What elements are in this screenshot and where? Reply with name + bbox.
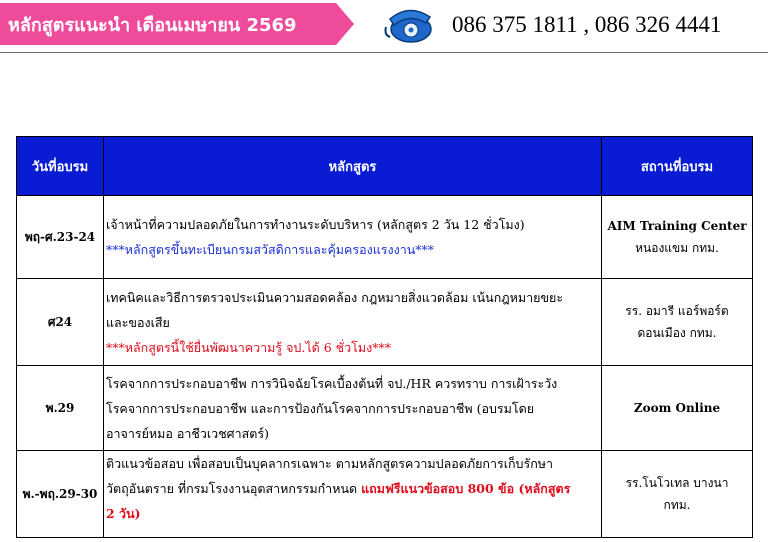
phone-numbers: 086 375 1811 , 086 326 4441 xyxy=(452,12,722,37)
course-title-cont xyxy=(106,476,601,501)
course-date: พฤ-ศ.23-24 xyxy=(17,196,104,279)
venue-location: ดอนเมือง กทม. xyxy=(637,326,717,340)
course-title-plain: วัตถุอันตราย ที่กรมโรงงานอุตสาหกรรมกำหนด xyxy=(106,481,362,496)
course-schedule-table xyxy=(16,136,753,538)
course-title: ติวแนวข้อสอบ เพื่อสอบเป็นบุคลากรเฉพาะ ตามหลักสูตรความปลอดภัยการเก็บรักษา xyxy=(106,456,554,471)
course-description xyxy=(104,279,602,366)
course-title-cont: และของเสีย xyxy=(106,314,170,330)
title-banner-arrow xyxy=(336,3,354,45)
header-divider-top xyxy=(0,52,768,53)
course-title: โรคจากการประกอบอาชีพ การวินิจฉัยโรคเบื้องต้นที่ จป./HR ควรทราบ การเฝ้าระวัง xyxy=(106,375,558,391)
course-venue xyxy=(602,366,753,451)
course-title: เทคนิคและวิธีการตรวจประเมินความสอดคล้อง กฎหมายสิ่งแวดล้อม เน้นกฎหมายขยะ xyxy=(106,289,564,305)
course-bonus-note-cont: 2 วัน) xyxy=(106,506,141,521)
course-description xyxy=(104,196,602,279)
course-title-cont: อาจารย์หมอ อาชีวเวชศาสตร์) xyxy=(106,425,269,441)
table-row xyxy=(17,451,753,538)
course-venue xyxy=(602,279,753,366)
course-description xyxy=(104,366,602,451)
table-header-row xyxy=(17,137,753,196)
course-bonus-note: แถมฟรีแนวข้อสอบ 800 ข้อ (หลักสูตร xyxy=(361,481,571,496)
table-row xyxy=(17,196,753,279)
venue-name: Zoom Online xyxy=(633,401,721,415)
table-row xyxy=(17,279,753,366)
course-date: พ.29 xyxy=(17,366,104,451)
venue-name: รร. อมารี แอร์พอร์ต xyxy=(625,304,729,318)
column-header-course: หลักสูตร xyxy=(104,137,602,196)
venue-location: หนองแขม กทม. xyxy=(635,241,719,255)
course-title-cont: โรคจากการประกอบอาชีพ และการป้องกันโรคจากการประกอบอาชีพ (อบรมโดย xyxy=(106,400,535,416)
header-spacer xyxy=(0,54,768,136)
venue-location: กทม. xyxy=(663,498,691,512)
course-title: เจ้าหน้าที่ความปลอดภัยในการทำงานระดับบริหาร (หลักสูตร 2 วัน 12 ชั่วโมง) xyxy=(106,217,525,232)
course-description xyxy=(104,451,602,538)
venue-name: รร.โนโวเทล บางนา xyxy=(625,476,729,490)
venue-name: AIM Training Center xyxy=(607,219,747,233)
column-header-venue: สถานที่อบรม xyxy=(602,137,753,196)
course-note: ***หลักสูตรขึ้นทะเบียนกรมสวัสดิการและคุ้มครองแรงงาน*** xyxy=(106,242,435,257)
telephone-icon xyxy=(384,5,434,45)
course-date: ศ24 xyxy=(17,279,104,366)
table-row xyxy=(17,366,753,451)
course-note: ***หลักสูตรนี้ใช้ยื่นพัฒนาความรู้ จป.ได้ 6 ชั่วโมง*** xyxy=(106,339,391,355)
column-header-date: วันที่อบรม xyxy=(17,137,104,196)
banner-title: หลักสูตรแนะนำ เดือนเมษายน 2569 xyxy=(8,15,297,36)
course-date: พ.-พฤ.29-30 xyxy=(17,451,104,538)
course-venue xyxy=(602,196,753,279)
course-venue xyxy=(602,451,753,538)
